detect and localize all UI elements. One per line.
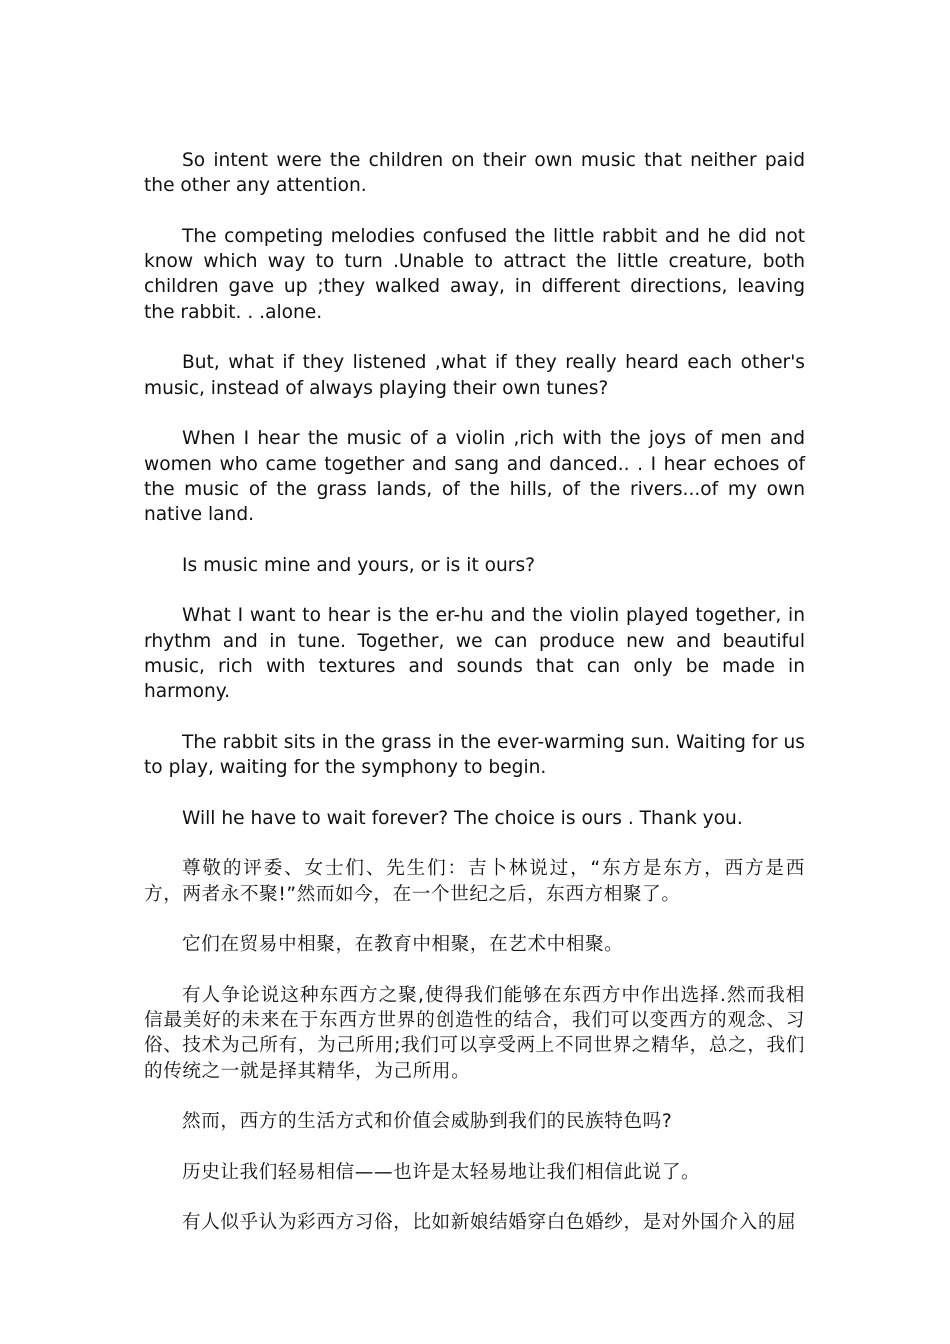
paragraph: Will he have to wait forever? The choice is ours . Thank you. (182, 807, 743, 829)
paragraph: When I hear the music of a violin ,rich with the joys of men and women who came together and sang and danced.. . I hear echoes of the music of the grass lands, of the hills, of the rivers...of my own native land. (144, 428, 805, 526)
paragraph: Is music mine and yours, or is it ours? (182, 554, 536, 576)
paragraph: 有人争论说这种东西方之聚,使得我们能够在东西方中作出选择.然而我相信最美好的未来在于东西方世界的创造性的结合，我们可以变西方的观念、习俗、技术为己所有，为己所用;我们可以享受两上不同世界之精华，总之，我们的传统之一就是择其精华，为己所用。 (144, 984, 805, 1082)
paragraph: But, what if they listened ,what if they really heard each other's music, instead of always playing their own tunes? (144, 352, 805, 399)
paragraph: 有人似乎认为彩西方习俗，比如新娘结婚穿白色婚纱，是对外国介入的屈 (182, 1212, 797, 1234)
paragraph: 它们在贸易中相聚，在教育中相聚，在艺术中相聚。 (182, 934, 624, 956)
paragraph: 历史让我们轻易相信——也许是太轻易地让我们相信此说了。 (182, 1161, 701, 1183)
document-page (144, 148, 805, 1261)
paragraph: The competing melodies confused the little rabbit and he did not know which way to turn .Unable to attract the little creature, both children gave up ;they walked away, in different directions, leaving the rabbit. . .alone. (144, 225, 805, 323)
paragraph: 尊敬的评委、女士们、先生们：吉卜林说过，“东方是东方，西方是西方，两者永不聚!”然而如今，在一个世纪之后，东西方相聚了。 (144, 858, 805, 905)
paragraph: 然而，西方的生活方式和价值会威胁到我们的民族特色吗? (182, 1111, 673, 1133)
paragraph: So intent were the children on their own music that neither paid the other any attention. (144, 150, 805, 197)
paragraph: What I want to hear is the er-hu and the violin played together, in rhythm and in tune. Together, we can produce new and beautiful music, rich with textures and sounds that can only be made in harmony. (144, 605, 805, 703)
paragraph: The rabbit sits in the grass in the ever-warming sun. Waiting for us to play, waiting for the symphony to begin. (144, 731, 805, 779)
